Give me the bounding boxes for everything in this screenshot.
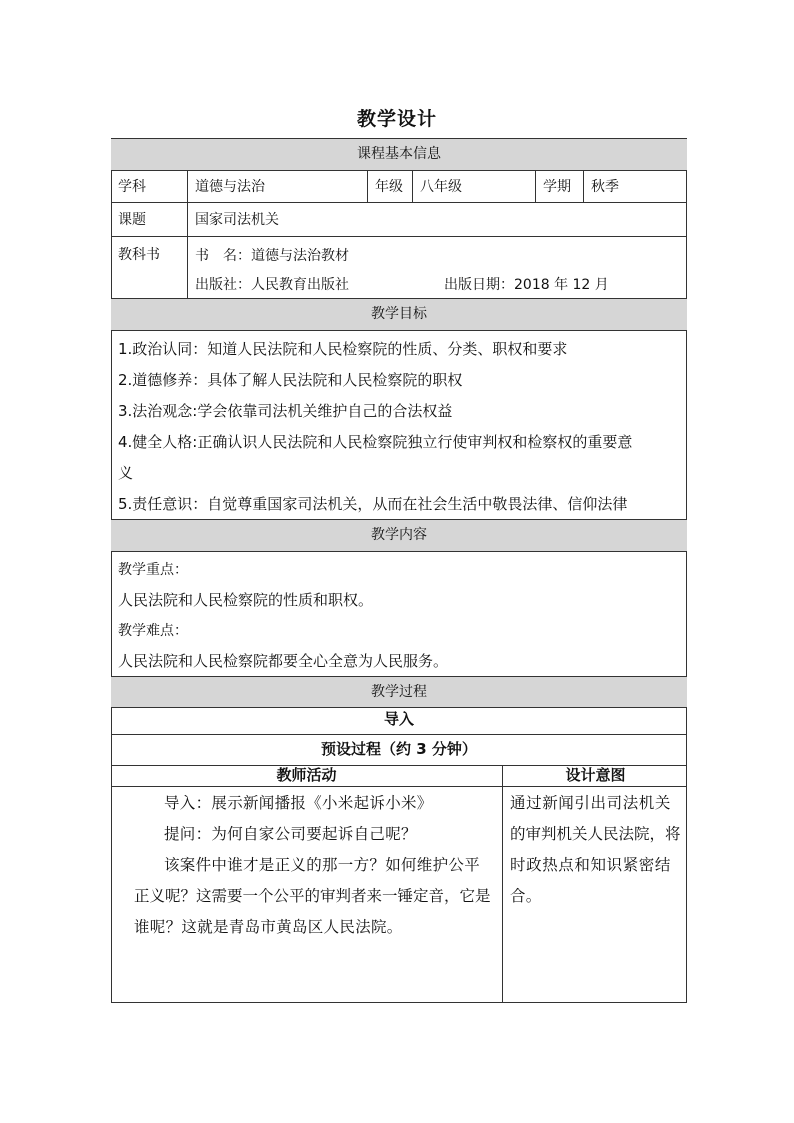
section-header-content bbox=[111, 520, 687, 551]
objective-item: 5.责任意识：自觉尊重国家司法机关，从而在社会生活中敬畏法律、信仰法律 bbox=[118, 495, 628, 513]
intent-line: 通过新闻引出司法机关 bbox=[510, 794, 672, 812]
topic-value: 国家司法机关 bbox=[187, 202, 687, 236]
term-label: 学期 bbox=[535, 170, 583, 202]
document-title: 教学设计 bbox=[356, 108, 437, 130]
book-name: 书 名：道德与法治教材 bbox=[195, 248, 349, 264]
subject-value: 道德与法治 bbox=[187, 170, 367, 202]
section-header-basic-info bbox=[111, 139, 687, 170]
objective-item: 1.政治认同：知道人民法院和人民检察院的性质、分类、职权和要求 bbox=[118, 340, 568, 358]
difficulty-text: 人民法院和人民检察院都要全心全意为人民服务。 bbox=[118, 652, 449, 670]
design-intent-header: 设计意图 bbox=[502, 765, 688, 786]
content-block bbox=[111, 551, 687, 676]
textbook-details bbox=[187, 236, 687, 298]
section-header-process bbox=[111, 677, 687, 707]
section-title: 教学目标 bbox=[371, 306, 427, 322]
objective-item: 2.道德修养：具体了解人民法院和人民检察院的职权 bbox=[118, 371, 463, 389]
objectives-list bbox=[111, 330, 687, 519]
teacher-activity-cell bbox=[111, 786, 502, 1002]
teacher-line: 提问：为何自家公司要起诉自己呢？ bbox=[164, 825, 417, 843]
info-row-topic bbox=[111, 202, 687, 236]
grade-value: 八年级 bbox=[412, 170, 535, 202]
section-title: 课程基本信息 bbox=[357, 146, 441, 162]
info-row-subject bbox=[111, 170, 687, 202]
grade-label: 年级 bbox=[367, 170, 412, 202]
teacher-line: 导入：展示新闻播报《小米起诉小米》 bbox=[164, 794, 433, 812]
publish-date: 出版日期：2018 年 12 月 bbox=[444, 277, 609, 293]
design-intent-cell bbox=[502, 786, 688, 1002]
preset-process-title: 预设过程（约 3 分钟） bbox=[321, 740, 477, 758]
term-value: 秋季 bbox=[583, 170, 687, 202]
publisher: 出版社：人民教育出版社 bbox=[195, 277, 349, 293]
activity-body bbox=[111, 786, 687, 1002]
intent-line: 时政热点和知识紧密结 bbox=[510, 856, 672, 874]
section-title: 教学过程 bbox=[371, 684, 427, 700]
topic-label: 课题 bbox=[118, 212, 146, 228]
intent-line: 合。 bbox=[510, 887, 542, 905]
teacher-line: 该案件中谁才是正义的那一方？如何维护公平 bbox=[164, 856, 481, 874]
teacher-activity-header: 教师活动 bbox=[276, 766, 337, 784]
teacher-line: 谁呢？这就是青岛市黄岛区人民法院。 bbox=[134, 918, 403, 936]
objective-item: 3.法治观念:学会依靠司法机关维护自己的合法权益 bbox=[118, 402, 453, 420]
section-title: 教学内容 bbox=[371, 527, 427, 543]
stage-title: 导入 bbox=[383, 710, 414, 728]
key-point-label: 教学重点： bbox=[118, 562, 188, 578]
intent-line: 的审判机关人民法院，将 bbox=[510, 825, 681, 843]
textbook-label: 教科书 bbox=[118, 247, 160, 263]
subject-label: 学科 bbox=[118, 179, 146, 195]
teacher-line: 正义呢？这需要一个公平的审判者来一锤定音，它是 bbox=[134, 887, 491, 905]
info-row-textbook bbox=[111, 236, 687, 298]
objective-item: 4.健全人格:正确认识人民法院和人民检察院独立行使审判权和检察权的重要意 bbox=[118, 433, 633, 451]
objective-item-continued: 义 bbox=[118, 464, 134, 482]
section-header-objectives bbox=[111, 299, 687, 330]
difficulty-label: 教学难点： bbox=[118, 623, 188, 639]
key-point-text: 人民法院和人民检察院的性质和职权。 bbox=[118, 591, 374, 609]
activity-columns-header bbox=[111, 765, 687, 786]
